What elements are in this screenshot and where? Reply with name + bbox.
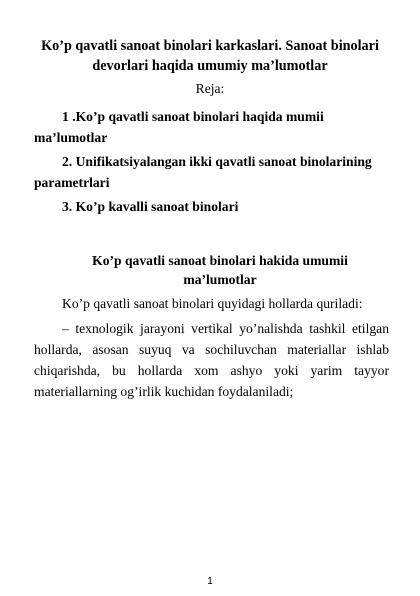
plan-item-text: 2. Unifikatsiyalangan ikki qavatli sanoat binolarining parametrlari	[34, 154, 372, 190]
plan-item	[34, 196, 389, 217]
plan-item	[34, 151, 389, 193]
plan-item-text: 3. Ko’p kavalli sanoat binolari	[62, 199, 239, 214]
section-title: Ko’p qavatli sanoat binolari hakida umumii ma’lumotlar	[92, 253, 348, 287]
document-title: Ko’p qavatli sanoat binolari karkaslari. Sanoat binolari devorlari haqida umumiy ma’lumotlar	[41, 38, 379, 74]
plan-item	[34, 106, 389, 148]
paragraph: Ko’p qavatli sanoat binolari quyidagi hollarda quriladi:	[62, 296, 363, 311]
page-number: 1	[207, 576, 213, 587]
plan-item-text: 1 .Ko’p qavatli sanoat binolari haqida mumii ma’lumotlar	[34, 109, 324, 145]
paragraph: – texnologik jarayoni vertikal yo’nalishda tashkil etilgan hollarda, asosan suyuq va sochiluvchan materiallar ishlab chiqarishda, bu hollarda xom ashyo yoki yarim tayyor materiallarning og’irlik kuchidan foydalaniladi;	[34, 321, 389, 399]
plan-heading: Reja:	[195, 81, 225, 96]
